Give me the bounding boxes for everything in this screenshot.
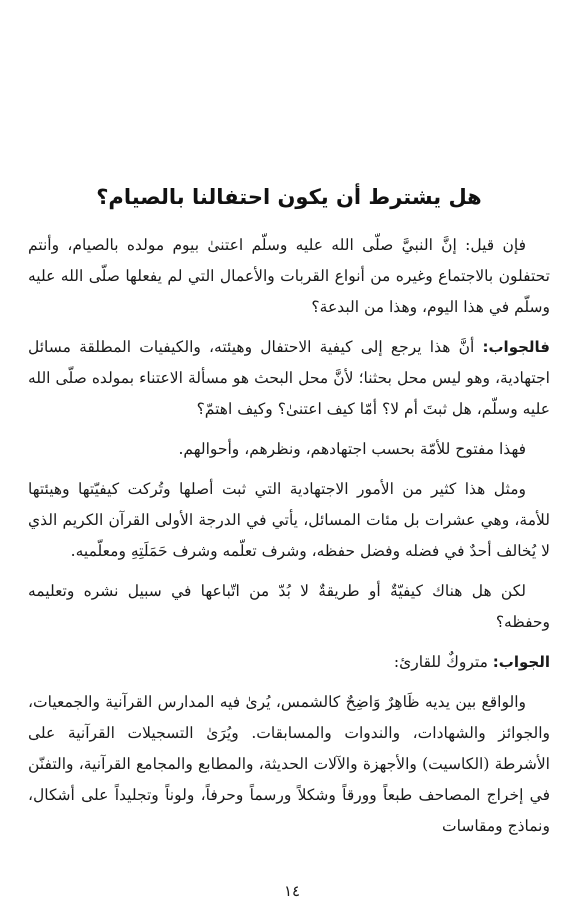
paragraph	[28, 576, 550, 638]
page-number: ١٤	[283, 882, 301, 900]
paragraph	[28, 687, 550, 842]
paragraph	[28, 647, 550, 678]
paragraph-text: لكن هل هناك كيفيّةٌ أو طريقةٌ لا بُدّ من اتّباعها في سبيل نشره وتعليمه وحفظه؟	[28, 582, 550, 631]
paragraph	[28, 332, 550, 425]
section-heading: هل يشترط أن يكون احتفالنا بالصيام؟	[96, 185, 482, 210]
paragraph-lead: الجواب:	[492, 653, 550, 671]
paragraph	[28, 474, 550, 567]
paragraph-text: ومثل هذا كثير من الأمور الاجتهادية التي ثبت أصلها وتُركت كيفيّتها وهيئتها للأمة، وهي عشرات بل مئات المسائل، يأتي في الدرجة الأولى القرآن الكريم الذي لا يُخالف أحدٌ في فضله وفضل حفظه، وشرف تعلّمه وشرف حَمَلَتِهِ ومعلّميه.	[28, 480, 550, 560]
paragraph-text: متروكٌ للقارئ:	[393, 653, 493, 671]
paragraph-text: أنَّ هذا يرجع إلى كيفية الاحتفال وهيئته، والكيفيات المطلقة مسائل اجتهادية، وهو ليس محل بحثنا؛ لأنَّ محل البحث هو مسألة الاعتناء بمولده صلّى الله عليه وسلّم، هل ثبتَ أم لا؟ أمّا كيف اعتنىٰ؟ وكيف اهتمّ؟	[28, 338, 550, 418]
paragraph	[28, 434, 550, 465]
paragraph-lead: فالجواب:	[482, 338, 550, 356]
paragraph-text: فهذا مفتوح للأمّة بحسب اجتهادهم، ونظرهم، وأحوالهم.	[178, 440, 526, 458]
paragraph	[28, 230, 550, 323]
paragraph-text: والواقع بين يديه ظَاهِرٌ وَاضِحٌ كالشمس، يُرىٰ فيه المدارس القرآنية والجمعيات، والجوائز والشهادات، والندوات والمسابقات. ويُرَىٰ التسجيلات القرآنية على الأشرطة (الكاسيت) والأجهزة والآلات الحديثة، والمطابع والمجامع القرآنية، والتفنّن في إخراج المصاحف طبعاً وورقاً وشكلاً ورسماً وحرفاً، ولوناً وتجليداً على أشكال، ونماذج ومقاسات	[28, 693, 550, 835]
body-text	[28, 230, 550, 851]
paragraph-text: فإن قيل: إنَّ النبيَّ صلّى الله عليه وسلّم اعتنىٰ بيوم مولده بالصيام، وأنتم تحتفلون بالاجتماع وغيره من أنواع القربات والأعمال التي لم يفعلها صلّى الله عليه وسلّم في هذا اليوم، وهذا من البدعة؟	[28, 236, 550, 316]
